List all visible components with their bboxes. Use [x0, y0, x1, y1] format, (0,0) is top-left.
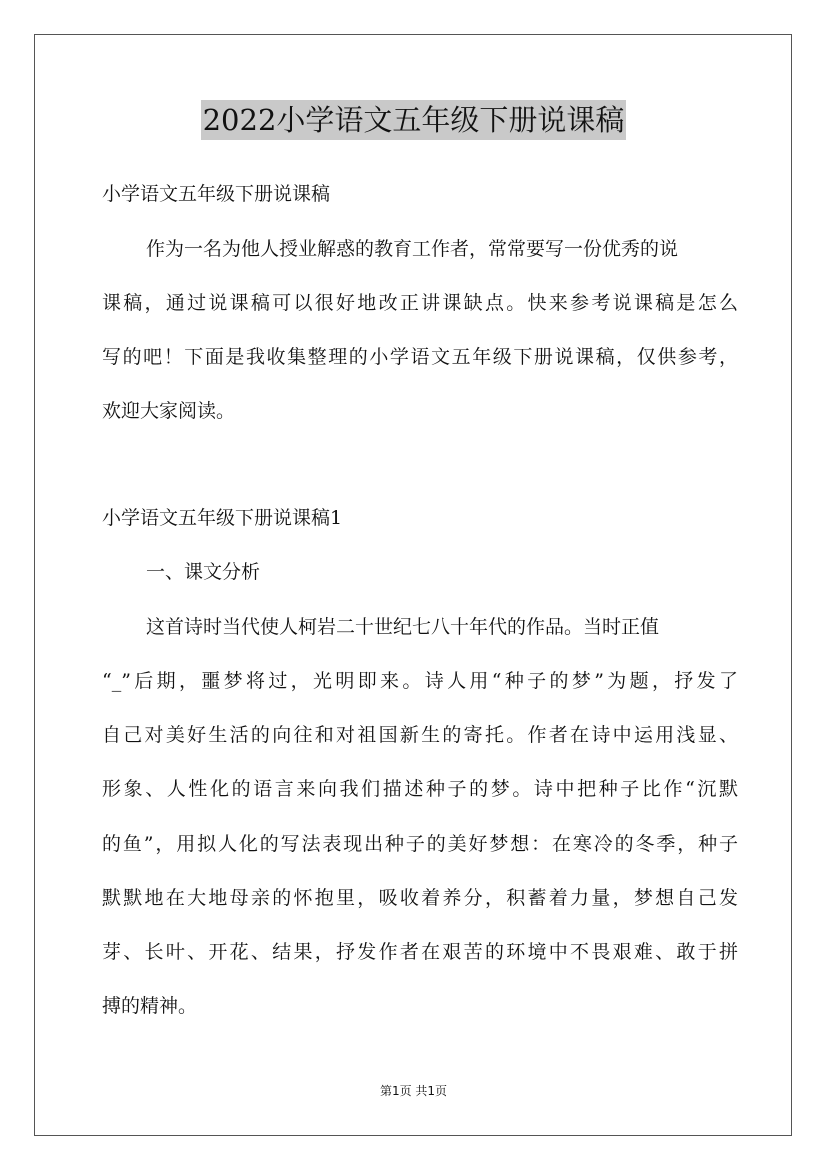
body-line-5: 的鱼”，用拟人化的写法表现出种子的美好梦想：在寒冷的冬季，种子 [102, 833, 738, 855]
body-line-2: “_”后期，噩梦将过，光明即来。诗人用“种子的梦”为题，抒发了 [102, 670, 738, 692]
body-line-7: 芽、长叶、开花、结果，抒发作者在艰苦的环境中不畏艰难、敢于拼 [102, 941, 738, 963]
page-footer: 第1页 共1页 [379, 1084, 448, 1098]
body-line-3: 自己对美好生活的向往和对祖国新生的寄托。作者在诗中运用浅显、 [102, 724, 738, 746]
intro-line-1: 作为一名为他人授业解惑的教育工作者，常常要写一份优秀的说 [146, 238, 679, 260]
body-line-4: 形象、人性化的语言来向我们描述种子的梦。诗中把种子比作“沉默 [102, 778, 738, 800]
body-line-1: 这首诗时当代使人柯岩二十世纪七八十年代的作品。当时正值 [146, 616, 660, 638]
sub-heading: 一、课文分析 [146, 561, 261, 583]
intro-line-4: 欢迎大家阅读。 [102, 400, 236, 422]
intro-line-3: 写的吧！下面是我收集整理的小学语文五年级下册说课稿，仅供参考， [102, 346, 738, 368]
document-subtitle: 小学语文五年级下册说课稿 [102, 183, 331, 205]
section-heading: 小学语文五年级下册说课稿1 [102, 507, 343, 529]
body-line-8: 搏的精神。 [102, 995, 198, 1017]
title-container [0, 100, 827, 140]
document-title: 2022小学语文五年级下册说课稿 [201, 100, 627, 140]
intro-line-2: 课稿，通过说课稿可以很好地改正讲课缺点。快来参考说课稿是怎么 [102, 292, 738, 314]
body-line-6: 默默地在大地母亲的怀抱里，吸收着养分，积蓄着力量，梦想自己发 [102, 887, 738, 909]
